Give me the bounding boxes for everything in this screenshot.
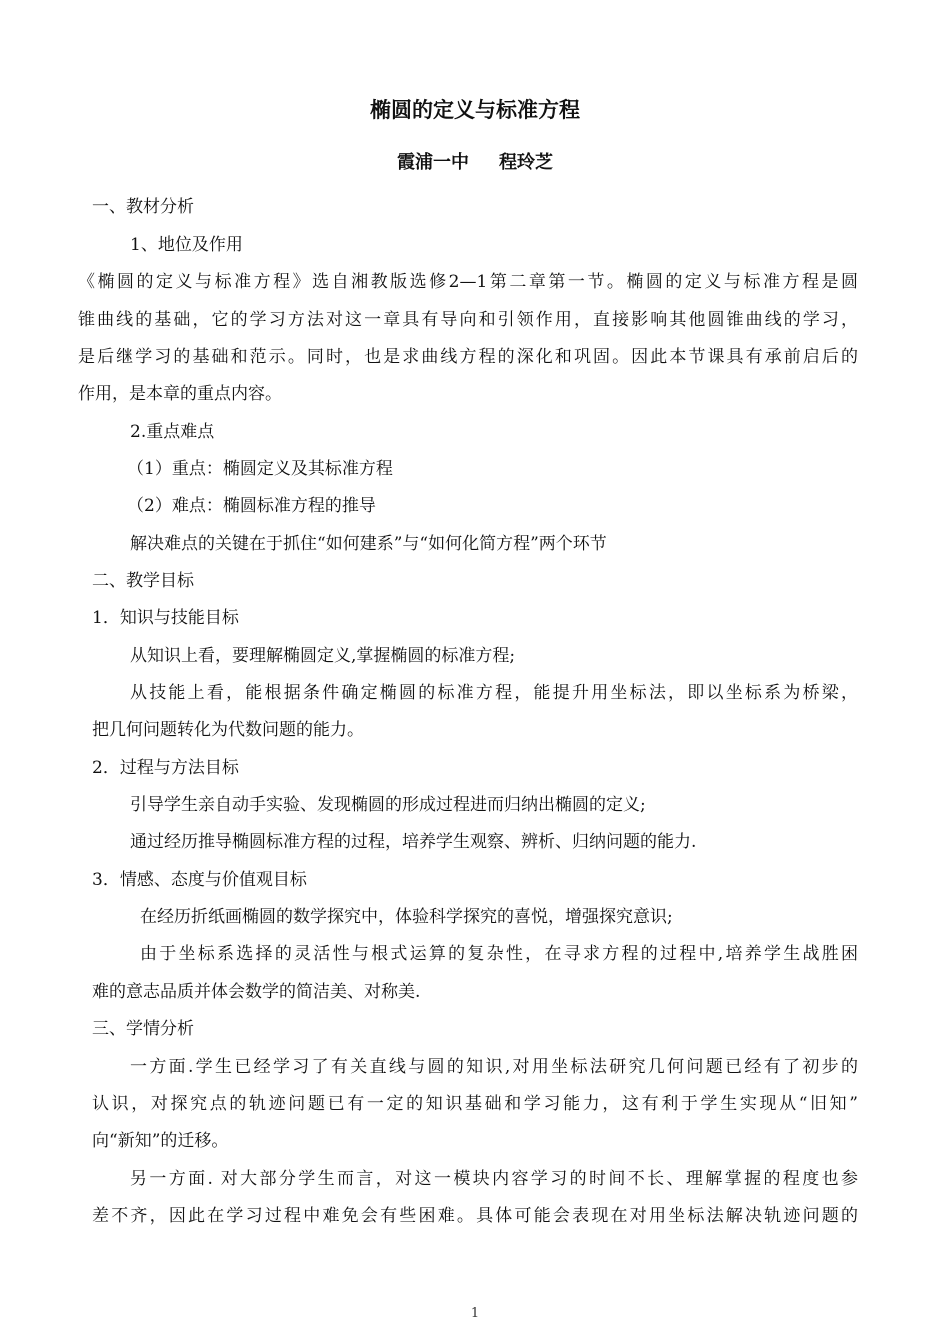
paragraph-line: 认识，对探究点的轨迹问题已有一定的知识基础和学习能力，这有利于学生实现从“旧知” (92, 1094, 858, 1114)
subsection-heading: 1、地位及作用 (130, 235, 243, 255)
paragraph-line: 作用，是本章的重点内容。 (78, 384, 282, 404)
paragraph-line: 难的意志品质并体会数学的简洁美、对称美. (92, 982, 421, 1002)
list-item: （1）重点：椭圆定义及其标准方程 (127, 459, 393, 479)
paragraph-line: 引导学生亲自动手实验、发现椭圆的形成过程进而归纳出椭圆的定义; (130, 795, 646, 815)
paragraph-line: 从技能上看，能根据条件确定椭圆的标准方程，能提升用坐标法，即以坐标系为桥梁， (130, 683, 858, 703)
page-number: 1 (470, 1306, 480, 1321)
paragraph-line: 从知识上看，要理解椭圆定义,掌握椭圆的标准方程; (130, 646, 516, 666)
section-heading-2: 二、教学目标 (92, 571, 194, 591)
list-item: （2）难点：椭圆标准方程的推导 (127, 496, 376, 516)
paragraph-line: 把几何问题转化为代数问题的能力。 (92, 720, 364, 740)
paragraph-line: 在经历折纸画椭圆的数学探究中，体验科学探究的喜悦，增强探究意识; (140, 907, 673, 927)
subsection-heading: 3．情感、态度与价值观目标 (92, 870, 307, 890)
paragraph-line: 由于坐标系选择的灵活性与根式运算的复杂性，在寻求方程的过程中,培养学生战胜困 (140, 944, 858, 964)
subsection-heading: 2.重点难点 (130, 422, 215, 442)
paragraph-line: 通过经历推导椭圆标准方程的过程，培养学生观察、辨析、归纳问题的能力. (130, 832, 697, 852)
paragraph-line: 是后继学习的基础和范示。同时，也是求曲线方程的深化和巩固。因此本节课具有承前启后的 (78, 347, 858, 367)
paragraph-line: 向“新知”的迁移。 (92, 1131, 229, 1151)
paragraph-line: 一方面.学生已经学习了有关直线与圆的知识,对用坐标法研究几何问题已经有了初步的 (130, 1057, 858, 1077)
author-line (0, 148, 950, 174)
section-heading-1: 一、教材分析 (92, 197, 194, 217)
paragraph-line: 锥曲线的基础，它的学习方法对这一章具有导向和引领作用，直接影响其他圆锥曲线的学习， (78, 310, 858, 330)
paragraph-line: 解决难点的关键在于抓住“如何建系”与“如何化简方程”两个环节 (130, 534, 607, 554)
document-title: 椭圆的定义与标准方程 (370, 98, 580, 122)
school-name: 霞浦一中 (397, 152, 469, 173)
paragraph-line: 差不齐，因此在学习过程中难免会有些困难。具体可能会表现在对用坐标法解决轨迹问题的 (92, 1206, 858, 1226)
paragraph-line: 另一方面. 对大部分学生而言，对这一模块内容学习的时间不长、理解掌握的程度也参 (130, 1169, 858, 1189)
section-heading-3: 三、学情分析 (92, 1019, 194, 1039)
subsection-heading: 2．过程与方法目标 (92, 758, 239, 778)
subsection-heading: 1．知识与技能目标 (92, 608, 239, 628)
author-name: 程玲芝 (499, 152, 553, 173)
paragraph-line: 《椭圆的定义与标准方程》选自湘教版选修2—1第二章第一节。椭圆的定义与标准方程是圆 (78, 272, 858, 292)
